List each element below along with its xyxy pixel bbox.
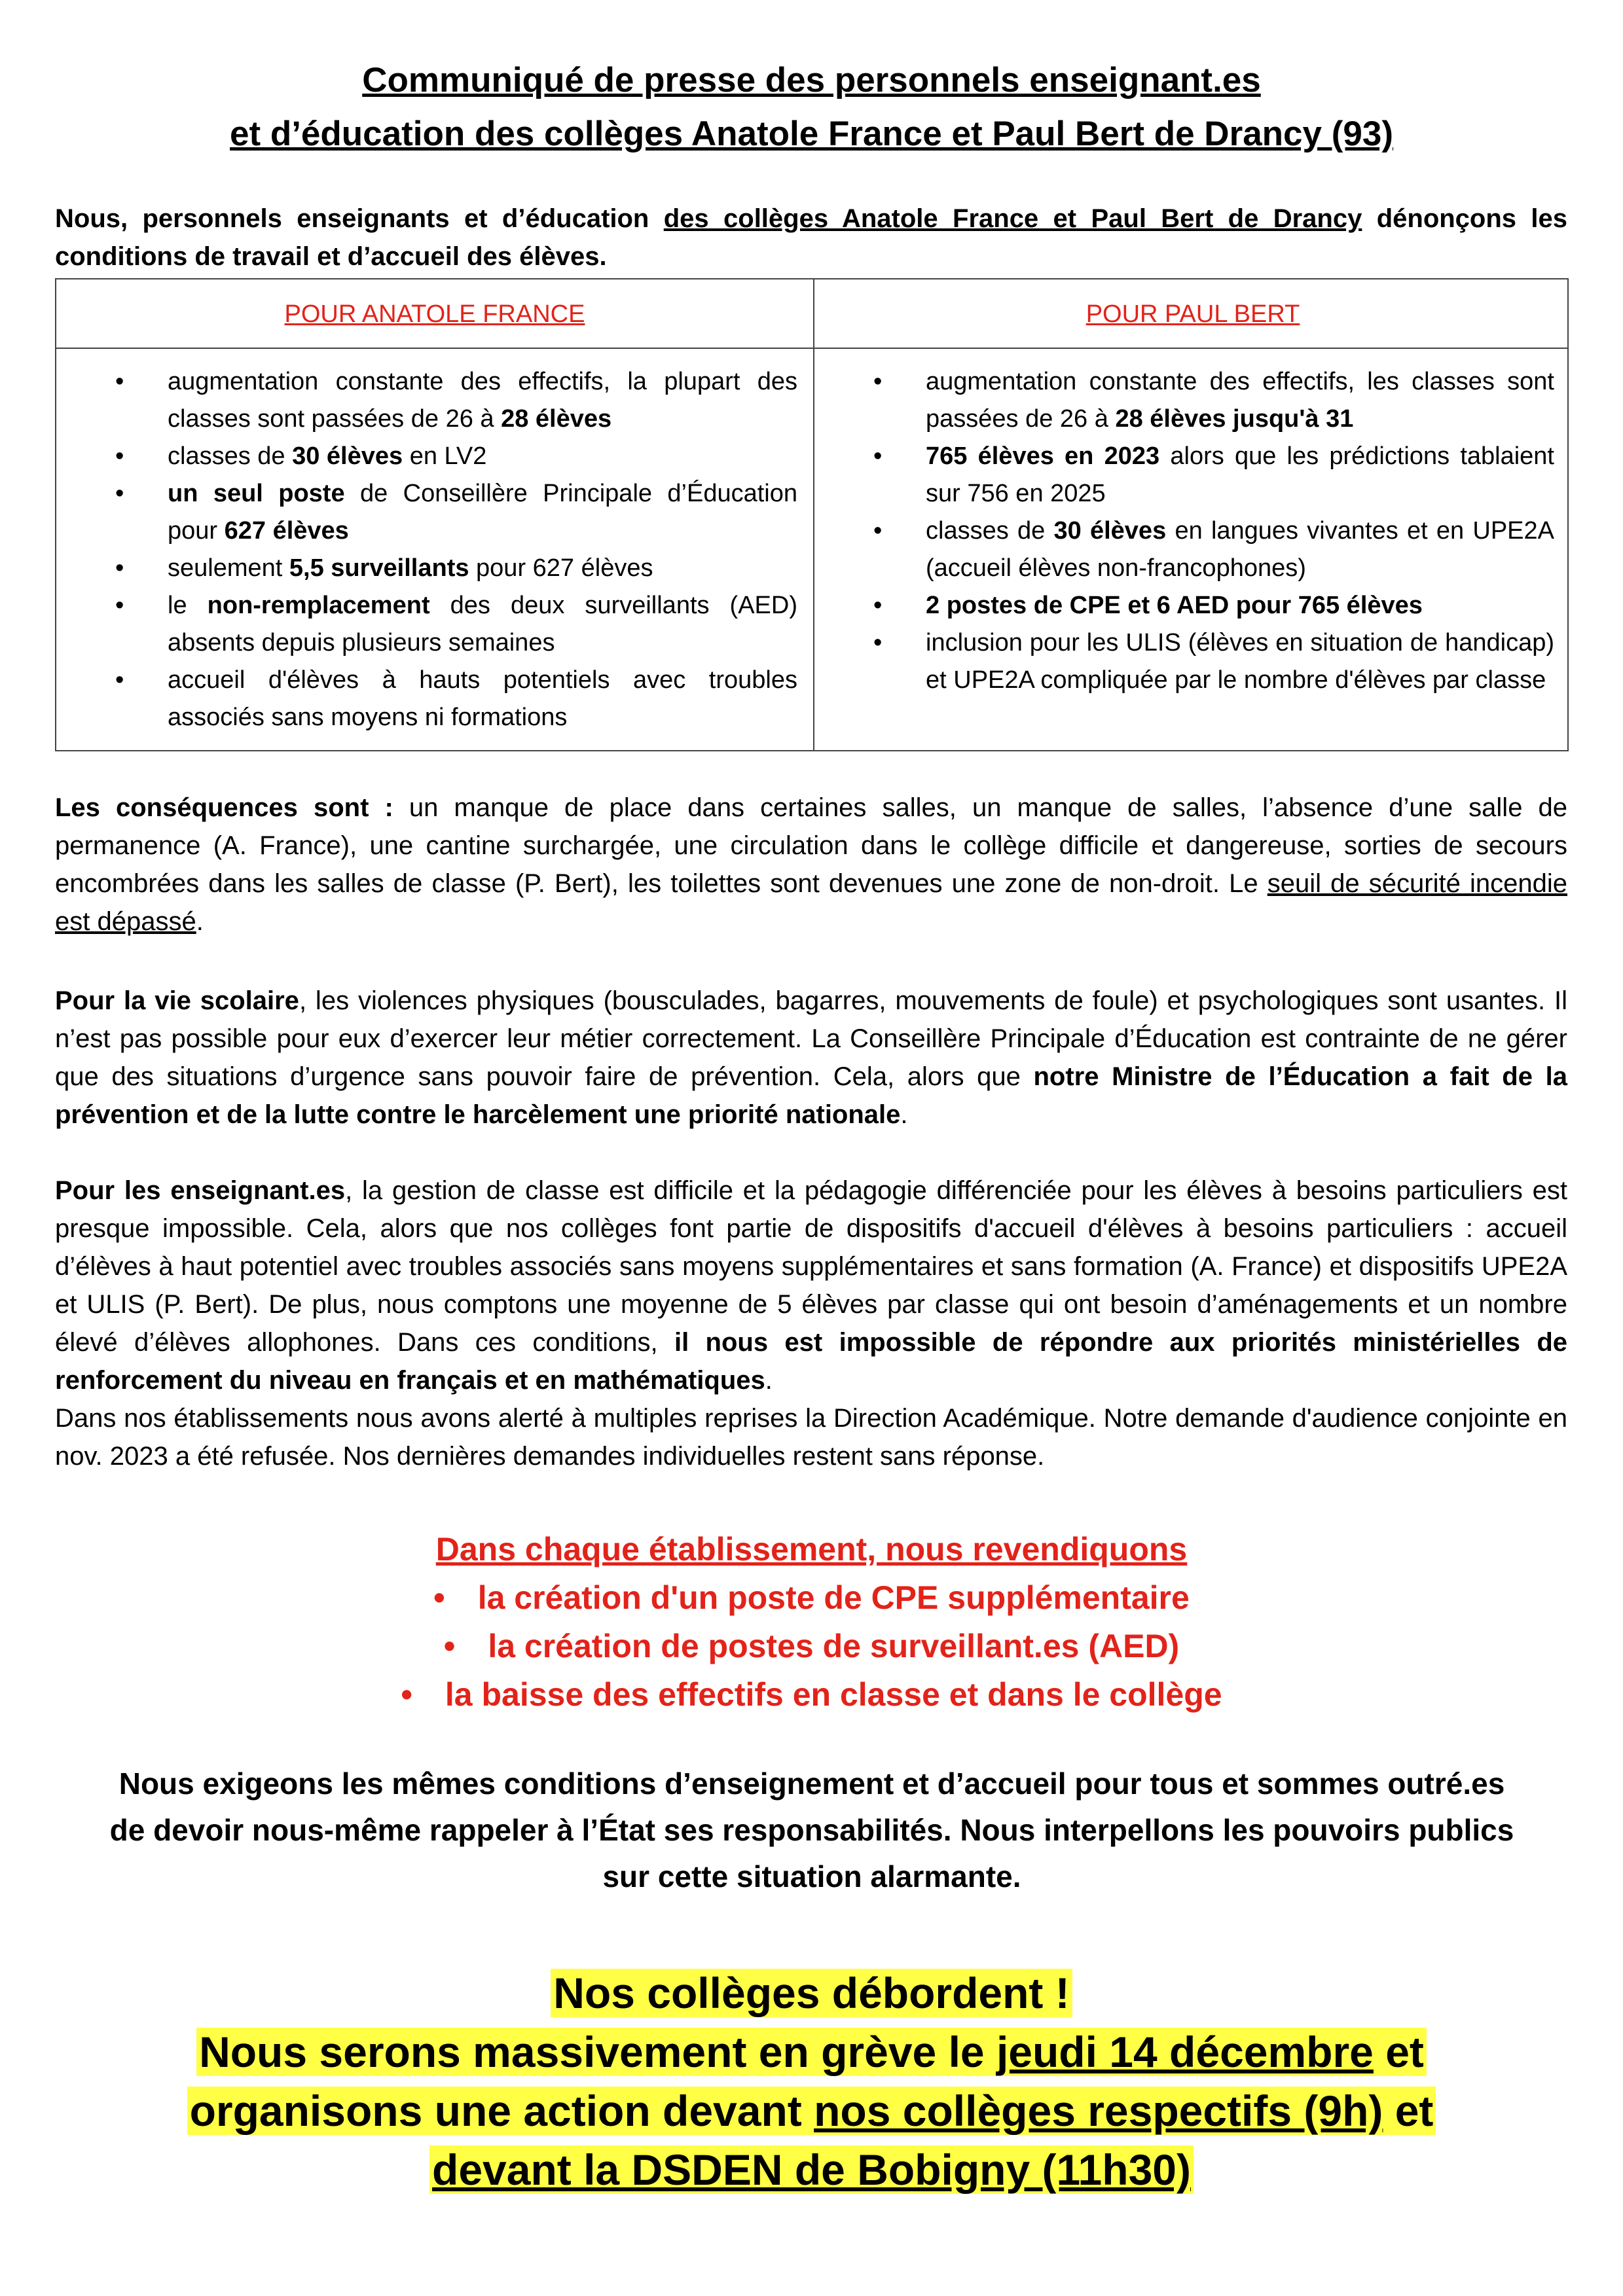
demands-block <box>0 1525 1623 1719</box>
consequences-text: . <box>196 907 204 936</box>
intro-part-1: Nous, personnels enseignants et d’éducation <box>55 204 664 233</box>
teachers-paragraph <box>55 1172 1567 1399</box>
paul-bert-item <box>854 438 1554 512</box>
anatole-france-item <box>96 363 797 438</box>
teachers-section <box>55 1172 1567 1475</box>
anatole-france-item <box>96 587 797 662</box>
paul-bert-item-text: inclusion pour les ULIS (élèves en situation de handicap) et UPE2A compliquée par le nombre d'élèves par classe <box>926 629 1554 694</box>
teachers-text: . <box>765 1366 773 1395</box>
strike-line-3-b: et <box>1383 2087 1434 2135</box>
school-life-text: . <box>900 1100 908 1129</box>
anatole-france-item-bold-text: non-remplacement <box>207 592 430 619</box>
anatole-france-item-bold-text: 30 élèves <box>292 442 403 470</box>
paul-bert-column <box>854 363 1554 699</box>
anatole-france-item-text: seulement <box>168 554 289 582</box>
paul-bert-item-text: alors que les prédictions tablaient sur 756 en 2025 <box>926 442 1554 507</box>
anatole-france-item-text: accueil d'élèves à hauts potentiels avec troubles associés sans moyens ni formations <box>168 666 797 731</box>
anatole-france-item-text: classes de <box>168 442 293 470</box>
consequences-underlined-text: seuil de sécurité incendie est dépassé <box>55 869 1568 936</box>
paul-bert-item <box>854 512 1554 587</box>
school-life-bold-text: Pour la vie scolaire <box>55 986 299 1015</box>
strike-line-1: Nos collèges débordent ! <box>551 1969 1072 2017</box>
anatole-france-item-text: pour 627 élèves <box>469 554 653 582</box>
strike-line-4 <box>429 2145 1194 2194</box>
strike-line-2-b: et <box>1373 2028 1424 2076</box>
school-life-bold-text: notre Ministre de l’Éducation a fait de la prévention et de la lutte contre le harcèlement une priorité nationale <box>55 1062 1567 1129</box>
strike-line-3-a: organisons une action devant <box>189 2087 814 2135</box>
consequences-bold-text: Les conséquences sont : <box>55 793 393 822</box>
anatole-france-item-text: de Conseillère Principale d’Éducation pour <box>168 480 798 545</box>
paul-bert-item <box>854 363 1554 438</box>
table-header-divider <box>56 348 1567 349</box>
strike-announcement <box>0 1964 1623 2199</box>
anatole-france-item-text: en LV2 <box>403 442 487 470</box>
demand-item: • la création de postes de surveillant.es (AED) <box>0 1622 1623 1670</box>
demands-heading: Dans chaque établissement, nous revendiquons <box>435 1531 1188 1568</box>
closing-statement: Nous exigeons les mêmes conditions d’enseignement et d’accueil pour tous et sommes outré.es de devoir nous-même rappeler à l’État ses responsabilités. Nous interpellons les pouvoirs publics sur cette situation alarmante. <box>109 1767 1514 1893</box>
anatole-france-item <box>96 438 797 475</box>
paul-bert-item-bold-text: 2 postes de CPE et 6 AED pour 765 élèves <box>926 592 1423 619</box>
strike-location-dsden: devant la DSDEN de Bobigny (11h30) <box>432 2145 1191 2194</box>
demand-item: • la création d'un poste de CPE supplémentaire <box>0 1573 1623 1622</box>
anatole-france-item-bold-text: un seul poste <box>168 480 345 507</box>
strike-line-2 <box>196 2028 1427 2076</box>
paul-bert-item <box>854 624 1554 699</box>
anatole-france-item-bold-text: 28 élèves <box>501 405 612 433</box>
paul-bert-item-text: augmentation constante des effectifs, les classes sont passées de 26 à <box>926 368 1554 433</box>
anatole-france-item-text: des deux surveillants (AED) absents depuis plusieurs semaines <box>168 592 798 656</box>
alerts-paragraph: Dans nos établissements nous avons alerté à multiples reprises la Direction Académique. Notre demande d'audience conjointe en nov. 2023 a été refusée. Nos dernières demandes individuelles restent sans réponse. <box>55 1404 1567 1471</box>
anatole-france-column <box>96 363 797 736</box>
anatole-france-item-text: augmentation constante des effectifs, la plupart des classes sont passées de 26 à <box>168 368 797 433</box>
paul-bert-item-bold-text: 28 élèves jusqu'à 31 <box>1115 405 1354 433</box>
teachers-bold-text: Pour les enseignant.es <box>55 1176 346 1205</box>
anatole-france-list <box>96 363 797 736</box>
title-line-1: Communiqué de presse des personnels enseignant.es <box>362 61 1261 99</box>
paul-bert-item <box>854 587 1554 624</box>
table-column-divider <box>813 279 814 750</box>
intro-part-2: des collèges Anatole France et Paul Bert de Drancy <box>663 204 1362 233</box>
strike-line-2-a: Nous serons massivement en grève le <box>199 2028 996 2076</box>
teachers-bold-text: il nous est impossible de répondre aux priorités ministérielles de renforcement du niveau en français et en mathématiques <box>55 1328 1567 1395</box>
paul-bert-item-bold-text: 765 élèves en 2023 <box>926 442 1160 470</box>
anatole-france-item <box>96 662 797 736</box>
consequences-text: un manque de place dans certaines salles, un manque de salles, l’absence d’une salle de permanence (A. France), une cantine surchargée, une circulation dans le collège difficile et dangereuse, sorties de secours encombrées dans les salles de classe (P. Bert), les toilettes sont devenues une zone de non-droit. Le <box>55 793 1567 898</box>
school-life-text: , les violences physiques (bousculades, bagarres, mouvements de foule) et psychologiques sont usantes. Il n’est pas possible pour eux d’exercer leur métier correctement. La Conseillère Principale d’Éducation est contrainte de ne gérer que des situations d’urgence sans pouvoir faire de prévention. Cela, alors que <box>55 986 1567 1091</box>
paul-bert-item-bold-text: 30 élèves <box>1053 517 1167 545</box>
strike-location-colleges: nos collèges respectifs (9h) <box>814 2087 1383 2135</box>
paul-bert-item-text: classes de <box>926 517 1054 545</box>
teachers-text: , la gestion de classe est difficile et la pédagogie différenciée pour les élèves à besoins particuliers est presque impossible. Cela, alors que nos collèges font partie de dispositifs d'accueil d'élèves à besoins particuliers : accueil d’élèves à haut potentiel avec troubles associés sans moyens supplémentaires et sans formation (A. France) et dispositifs UPE2A et ULIS (P. Bert). De plus, nous comptons une moyenne de 5 élèves par classe qui ont besoin d’aménagements et un nombre élevé d’élèves allophones. Dans ces conditions, <box>55 1176 1568 1357</box>
anatole-france-item-text: le <box>168 592 208 619</box>
strike-date: jeudi 14 décembre <box>996 2028 1374 2076</box>
paul-bert-list <box>854 363 1554 699</box>
anatole-france-item-bold-text: 5,5 surveillants <box>289 554 469 582</box>
anatole-france-item-bold-text: 627 élèves <box>224 517 349 545</box>
demand-item: • la baisse des effectifs en classe et dans le collège <box>0 1670 1623 1719</box>
paul-bert-item-text: en langues vivantes et en UPE2A (accueil élèves non-francophones) <box>926 517 1554 582</box>
comparison-table <box>55 278 1569 751</box>
strike-line-3 <box>187 2087 1436 2135</box>
anatole-france-item <box>96 550 797 587</box>
table-header-anatole-france: POUR ANATOLE FRANCE <box>284 300 585 328</box>
intro-paragraph <box>55 200 1567 276</box>
intro-part-3: dénonçons les conditions de travail et d’accueil des élèves. <box>55 204 1568 271</box>
consequences-paragraph <box>55 789 1567 941</box>
table-header-paul-bert: POUR PAUL BERT <box>1085 300 1300 328</box>
title-line-2: et d’éducation des collèges Anatole France et Paul Bert de Drancy (93) <box>229 115 1393 153</box>
school-life-paragraph <box>55 982 1567 1134</box>
anatole-france-item <box>96 475 797 550</box>
